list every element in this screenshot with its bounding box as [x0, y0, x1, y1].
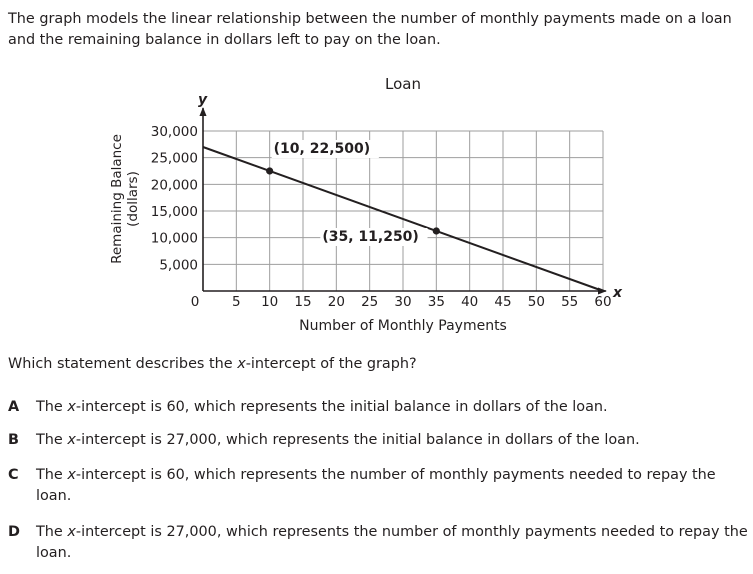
x-axis-letter: x	[613, 285, 623, 301]
x-tick-label: 45	[494, 294, 512, 310]
x-tick-label: 60	[594, 294, 612, 310]
data-point-label: (35, 11,250)	[322, 229, 419, 245]
axes	[203, 108, 606, 291]
chart-title: Loan	[385, 75, 421, 93]
x-axis-label: Number of Monthly Payments	[299, 318, 507, 334]
choice-a-letter: A	[8, 399, 20, 415]
choice-d-letter: D	[8, 524, 20, 540]
choice-a-text: The x-intercept is 60, which represents the initial balance in dollars of the loan.	[36, 399, 608, 415]
choice-b-letter: B	[8, 432, 19, 448]
tick-labels	[151, 124, 612, 310]
choice-c-letter: C	[8, 467, 19, 483]
x-tick-label: 40	[461, 294, 479, 310]
choice-c-text: The x-intercept is 60, which represents the number of monthly payments needed to repay the loan.	[36, 467, 716, 504]
x-tick-label: 25	[361, 294, 379, 310]
x-tick-label: 35	[427, 294, 445, 310]
data-point-label: (10, 22,500)	[273, 141, 371, 157]
x-tick-label: 5	[232, 294, 241, 310]
choice-b-text: The x-intercept is 27,000, which represents the initial balance in dollars of the loan.	[36, 432, 640, 448]
data-point	[266, 167, 273, 174]
x-tick-label: 50	[527, 294, 545, 310]
y-tick-label: 5,000	[159, 257, 198, 274]
y-tick-label: 10,000	[150, 230, 198, 247]
y-axis-letter: y	[198, 92, 208, 108]
y-tick-label: 20,000	[150, 177, 198, 194]
origin-label: 0	[190, 294, 200, 310]
y-axis-label-line2: (dollars)	[125, 171, 141, 227]
x-tick-label: 30	[394, 294, 412, 310]
x-tick-label: 20	[327, 294, 345, 310]
choice-d-text: The x-intercept is 27,000, which represents the number of monthly payments needed to repay the loan.	[36, 524, 748, 561]
grid-lines	[203, 131, 603, 291]
intro-text: The graph models the linear relationship between the number of monthly payments made on a loan and the remaining balance in dollars left to pay on the loan.	[8, 11, 732, 48]
question-x-italic: x	[237, 356, 246, 372]
question-text: Which statement describes the x-intercept of the graph?	[8, 356, 417, 372]
y-tick-label: 15,000	[150, 204, 198, 220]
data-point	[433, 227, 440, 234]
x-tick-label: 10	[261, 294, 279, 310]
y-tick-label: 25,000	[150, 150, 198, 167]
x-tick-label: 15	[294, 294, 312, 310]
data-points	[266, 140, 440, 246]
x-tick-label: 55	[561, 294, 579, 310]
y-tick-label: 30,000	[150, 124, 198, 140]
y-axis-label-line1: Remaining Balance	[109, 134, 125, 264]
